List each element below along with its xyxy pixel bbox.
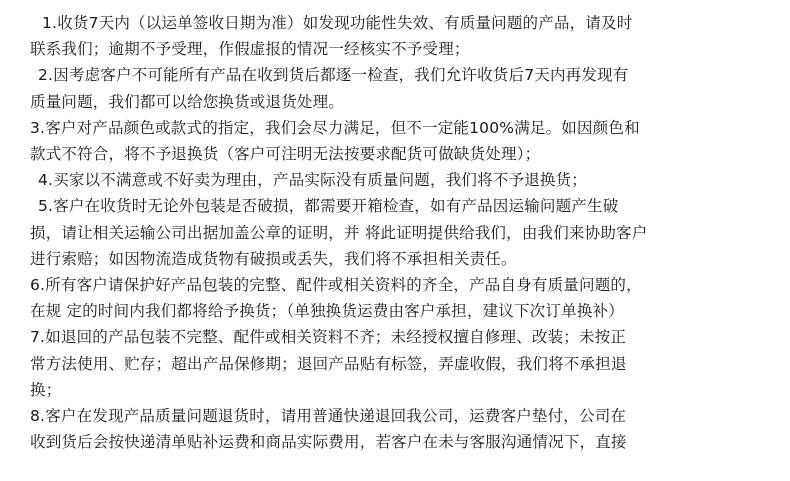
policy-line-16: 8.客户在发现产品质量问题退货时，请用普通快递退回我公司，运费客户垫付，公司在 bbox=[30, 407, 627, 426]
policy-line-9: 损，请让相关运输公司出据加盖公章的证明，并 将此证明提供给我们，由我们来协助客户 bbox=[30, 223, 648, 242]
policy-line-4: 质量问题，我们都可以给您换货或退货处理。 bbox=[30, 92, 345, 111]
policy-line-5: 3.客户对产品颜色或款式的指定，我们会尽力满足，但不一定能100%满足。如因颜色和 bbox=[30, 118, 640, 137]
policy-line-8: 5.客户在收货时无论外包装是否破损，都需要开箱检查，如有产品因运输问题产生破 bbox=[38, 197, 619, 216]
policy-line-15: 换； bbox=[30, 380, 62, 399]
policy-line-2: 联系我们；逾期不予受理，作假虚报的情况一经核实不予受理； bbox=[30, 40, 470, 59]
policy-line-12: 在规 定的时间内我们都将给予换货；（单独换货运费由客户承担，建议下次订单换补） bbox=[30, 302, 624, 321]
policy-line-6: 款式不符合，将不予退换货（客户可注明无法按要求配货可做缺货处理）； bbox=[30, 145, 541, 164]
policy-line-13: 7.如退回的产品包装不完整、配件或相关资料不齐；未经授权擅自修理、改装；未按正 bbox=[30, 328, 627, 347]
policy-line-10: 进行索赔；如因物流造成货物有破损或丢失，我们将不承担相关责任。 bbox=[30, 249, 517, 268]
policy-line-11: 6.所有客户请保护好产品包装的完整、配件或相关资料的齐全，产品自身有质量问题的， bbox=[30, 276, 642, 295]
policy-line-17: 收到货后会按快递清单贴补运费和商品实际费用，若客户在未与客服沟通情况下，直接 bbox=[30, 433, 627, 452]
policy-line-3: 2.因考虑客户不可能所有产品在收到货后都逐一检查，我们允许收货后7天内再发现有 bbox=[38, 66, 629, 85]
policy-line-7: 4.买家以不满意或不好卖为理由，产品实际没有质量问题，我们将不予退换货； bbox=[38, 171, 587, 190]
policy-line-1: 1.收货7天内（以运单签收日期为准）如发现功能性失效、有质量问题的产品，请及时 bbox=[42, 14, 633, 32]
policy-line-14: 常方法使用、贮存；超出产品保修期；退回产品贴有标签，弄虚收假，我们将不承担退 bbox=[30, 354, 627, 373]
